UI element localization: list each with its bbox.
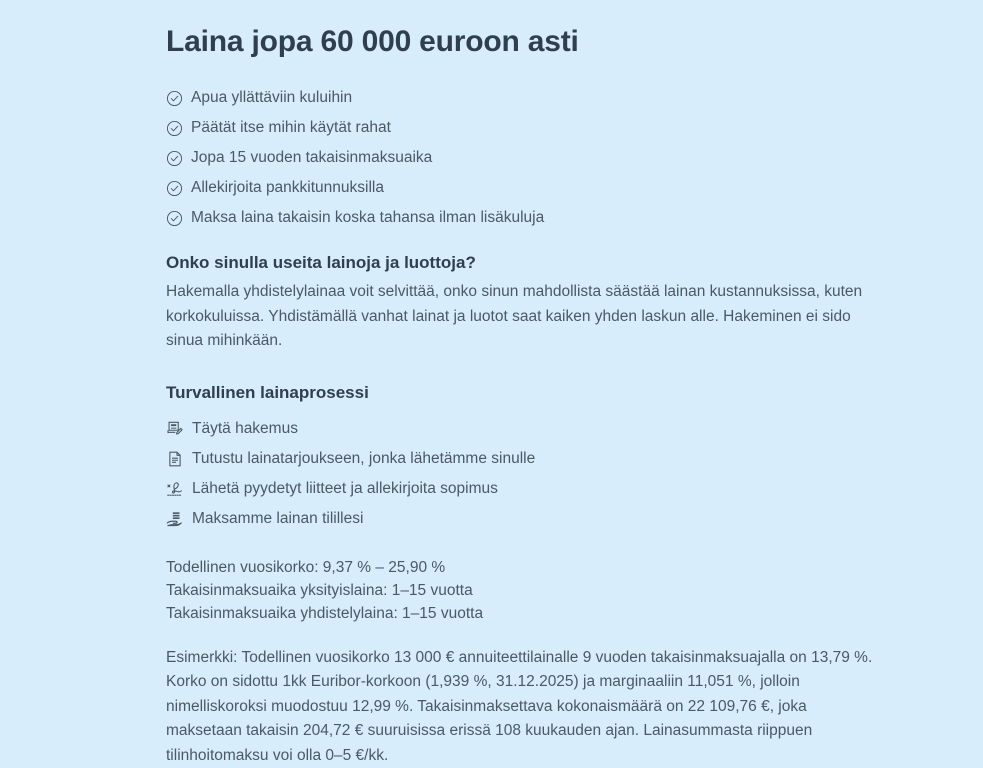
- list-item: [166, 504, 878, 534]
- check-circle-icon: [166, 150, 183, 167]
- list-item: [166, 113, 878, 143]
- content-column: [166, 0, 878, 768]
- check-circle-icon: [166, 90, 183, 107]
- benefit-label: Jopa 15 vuoden takaisinmaksuaika: [191, 148, 432, 168]
- document-icon: [166, 450, 184, 468]
- section-heading-combine: Onko sinulla useita lainoja ja luottoja?: [166, 251, 878, 275]
- combine-loans-section: [166, 251, 878, 354]
- list-item: [166, 83, 878, 113]
- page-title: Laina jopa 60 000 euroon asti: [166, 0, 878, 62]
- list-item: [166, 414, 878, 444]
- combine-paragraph: Hakemalla yhdistelylainaa voit selvittää, onko sinun mahdollista säästää lainan kustannuksissa, kuten korkokuluissa. Yhdistämällä vanhat lainat ja luotot saat kaiken yhden laskun alle. Hakeminen ei sido sinua mihinkään.: [166, 280, 878, 354]
- signature-icon: [166, 480, 184, 498]
- process-step-label: Täytä hakemus: [192, 419, 298, 439]
- benefit-label: Allekirjoita pankkitunnuksilla: [191, 178, 384, 198]
- list-item: [166, 173, 878, 203]
- process-step-label: Tutustu lainatarjoukseen, jonka lähetämme sinulle: [192, 449, 535, 469]
- loan-terms-summary: [166, 556, 878, 625]
- process-step-label: Lähetä pyydetyt liitteet ja allekirjoita sopimus: [192, 479, 498, 499]
- list-item: [166, 474, 878, 504]
- terms-line-apr: Todellinen vuosikorko: 9,37 % – 25,90 %: [166, 556, 878, 579]
- benefit-label: Päätät itse mihin käytät rahat: [191, 118, 391, 138]
- benefit-label: Maksa laina takaisin koska tahansa ilman lisäkuluja: [191, 208, 544, 228]
- terms-line-personal-loan-period: Takaisinmaksuaika yksityislaina: 1–15 vuotta: [166, 579, 878, 602]
- loan-process-section: [166, 381, 878, 534]
- form-edit-icon: [166, 420, 184, 438]
- terms-line-consolidation-loan-period: Takaisinmaksuaika yhdistelylaina: 1–15 vuotta: [166, 602, 878, 625]
- check-circle-icon: [166, 120, 183, 137]
- section-heading-process: Turvallinen lainaprosessi: [166, 381, 878, 405]
- check-circle-icon: [166, 210, 183, 227]
- check-circle-icon: [166, 180, 183, 197]
- list-item: [166, 143, 878, 173]
- list-item: [166, 444, 878, 474]
- process-step-list: [166, 414, 878, 534]
- example-disclaimer: Esimerkki: Todellinen vuosikorko 13 000 € annuiteettilainalle 9 vuoden takaisinmaksuajalla on 13,79 %. Korko on sidottu 1kk Euribor-korkoon (1,939 %, 31.12.2025) ja marginaaliin 11,051 %, jolloin nimelliskoroksi muodostuu 12,99 %. Takaisinmaksettava kokonaismäärä on 22 109,76 €, joka maksetaan takaisin 204,72 € suuruisissa erissä 108 kuukauden ajan. Lainasummasta riippuen tilinhoitomaksu voi olla 0–5 €/kk.: [166, 646, 878, 768]
- benefit-label: Apua yllättäviin kuluihin: [191, 88, 352, 108]
- hand-money-icon: [166, 510, 184, 528]
- benefit-list: [166, 83, 878, 233]
- process-step-label: Maksamme lainan tilillesi: [192, 509, 363, 529]
- list-item: [166, 203, 878, 233]
